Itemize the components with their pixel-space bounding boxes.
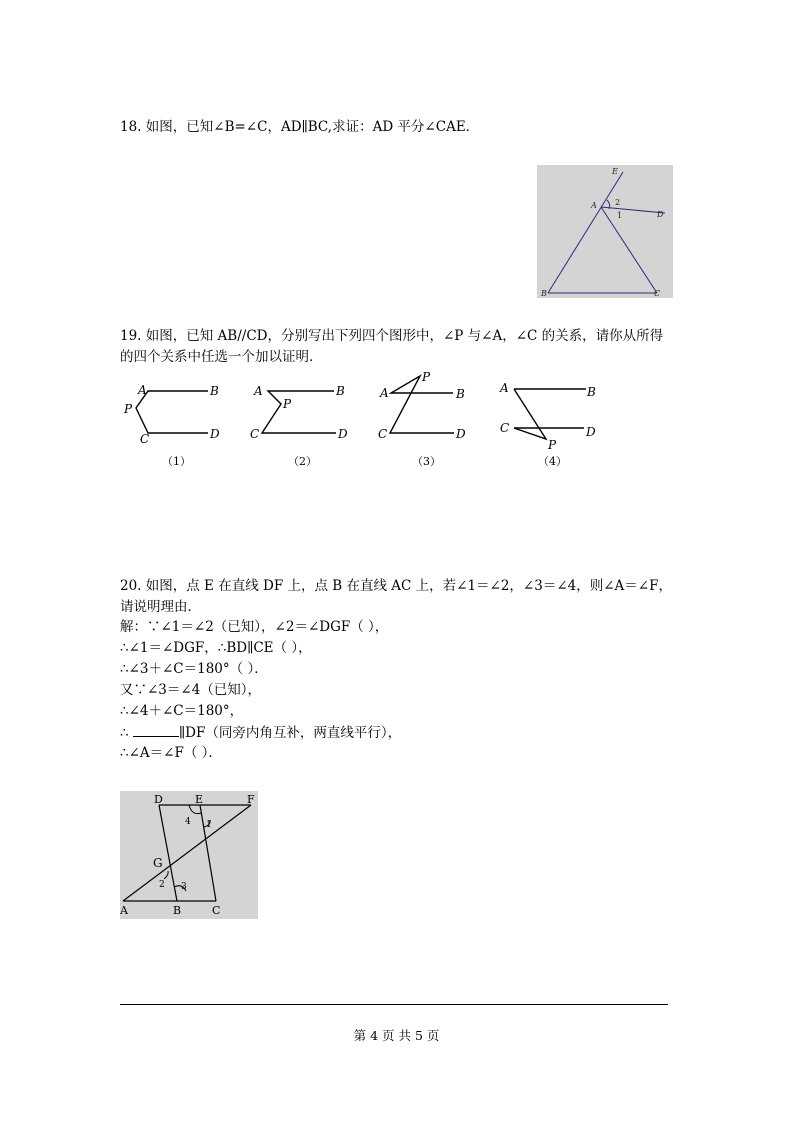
label-angle-1: 1 xyxy=(206,820,212,830)
label-angle-1: 1 xyxy=(617,211,623,220)
q20-solution-line6 xyxy=(120,722,401,743)
fig2-label-c: C xyxy=(250,427,260,441)
fig4-label-c: C xyxy=(500,421,510,435)
line-ac xyxy=(601,207,657,293)
q20-solution-line7: ∴∠A＝∠F（ ）． xyxy=(120,745,222,761)
fig4-label-a: A xyxy=(500,381,509,395)
fig4-label-b: B xyxy=(587,385,596,399)
q19-figure-2 xyxy=(250,384,348,468)
q20-figure xyxy=(120,791,258,919)
fig3-label-d: D xyxy=(456,427,466,441)
q19-figure-3 xyxy=(378,370,466,468)
label-a: A xyxy=(120,904,128,917)
q20-answer-blank xyxy=(133,722,179,737)
label-d: D xyxy=(657,210,664,219)
footer-rule xyxy=(120,1004,668,1005)
fig3-label-a: A xyxy=(380,386,389,400)
label-g: G xyxy=(153,856,163,870)
line-be xyxy=(548,172,623,293)
label-a: A xyxy=(591,201,597,210)
fig3-caption: （3） xyxy=(412,455,441,468)
fig1-label-b: B xyxy=(210,384,219,398)
label-e: E xyxy=(195,793,204,806)
q18-diagram xyxy=(537,165,673,298)
q20-solution-line3: ∴∠3＋∠C＝180°（ ）． xyxy=(120,661,268,677)
label-c: C xyxy=(212,904,221,917)
label-angle-2: 2 xyxy=(159,880,165,890)
fig1-label-p: P xyxy=(124,402,133,416)
fig1-label-a: A xyxy=(138,383,147,397)
label-c: C xyxy=(654,289,661,298)
q19-text-line2: 的四个关系中任选一个加以证明． xyxy=(120,349,323,365)
label-e: E xyxy=(612,167,618,176)
label-angle-3: 3 xyxy=(181,882,187,892)
page-number: 第 4 页 共 5 页 xyxy=(353,1028,440,1043)
q20-diagram xyxy=(120,791,258,919)
angle-arc-4 xyxy=(189,805,201,814)
q20-text-line2: 请说明理由． xyxy=(120,599,201,615)
q19-figure-1 xyxy=(123,383,220,468)
fig2-label-p: P xyxy=(283,397,292,411)
fig1-caption: （1） xyxy=(162,455,191,468)
fig2-label-a: A xyxy=(254,384,263,398)
q20-solution-line2: ∴∠1＝∠DGF，∴BD∥CE（ ）， xyxy=(120,640,312,656)
fig3-label-c: C xyxy=(378,427,388,441)
q20-solution-line4: 又∵∠3＝∠4（已知）， xyxy=(120,682,262,698)
fig1-label-c: C xyxy=(140,432,150,446)
q20-solution-line6-prefix: ∴ xyxy=(120,725,133,741)
fig3-label-b: B xyxy=(456,387,465,401)
q20-solution-line6-suffix: ∥DF（同旁内角互补，两直线平行）， xyxy=(178,725,402,741)
q19-text-line1: 19. 如图，已知 AB//CD，分别写出下列四个图形中，∠P 与∠A，∠C 的关系，请你从所得 xyxy=(120,328,664,344)
q19-figure-4 xyxy=(499,381,596,468)
fig4-label-d: D xyxy=(586,425,596,439)
label-b: B xyxy=(541,289,547,298)
fig2-caption: （2） xyxy=(288,455,317,468)
angle-arc-2 xyxy=(164,871,168,879)
line-ad xyxy=(601,207,665,213)
q20-solution-line5: ∴∠4＋∠C＝180°， xyxy=(120,703,244,719)
fig4-label-p: P xyxy=(548,438,557,452)
label-d: D xyxy=(154,793,163,806)
label-angle-4: 4 xyxy=(185,817,191,827)
fig4-caption: （4） xyxy=(538,455,567,468)
label-angle-2: 2 xyxy=(615,198,621,207)
q20-solution-line1: 解：∵∠1＝∠2（已知），∠2＝∠DGF（ ）， xyxy=(120,619,389,635)
label-f: F xyxy=(247,793,255,806)
q18-text: 18. 如图，已知∠B=∠C，AD∥BC,求证：AD 平分∠CAE． xyxy=(120,119,480,135)
fig1-label-d: D xyxy=(210,427,220,441)
fig3-label-p: P xyxy=(422,370,431,384)
q18-figure xyxy=(537,165,673,298)
fig2-label-b: B xyxy=(336,384,345,398)
fig2-label-d: D xyxy=(338,427,348,441)
label-b: B xyxy=(173,904,182,917)
q20-text-line1: 20. 如图，点 E 在直线 DF 上，点 B 在直线 AC 上，若∠1＝∠2，∠3＝∠4，则∠A＝∠F， xyxy=(120,578,672,594)
q19-figures xyxy=(118,368,608,473)
q19-diagrams xyxy=(118,368,608,473)
